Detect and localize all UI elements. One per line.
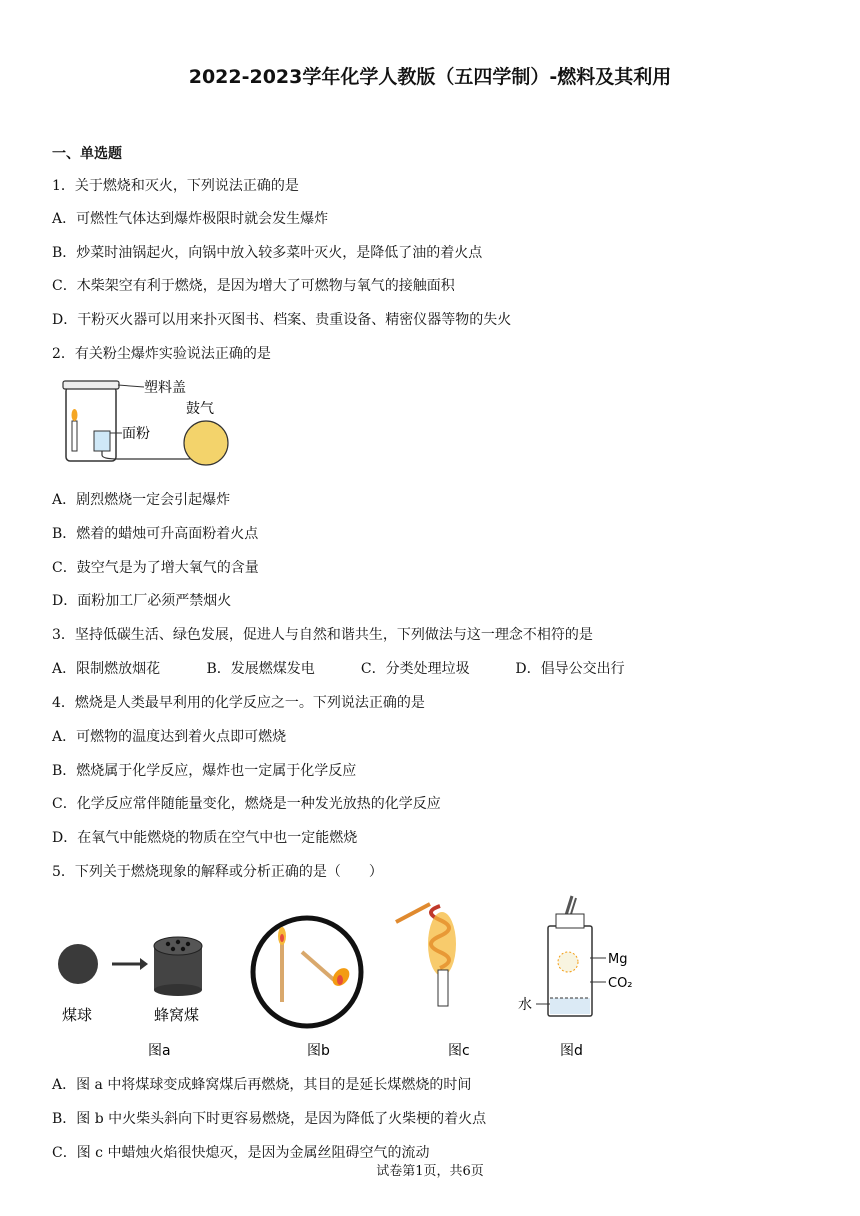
- q2-option-b: B．燃着的蜡烛可升高面粉着火点: [52, 526, 259, 542]
- label-mg: Mg: [608, 952, 628, 967]
- fig-label-blow: 鼓气: [186, 401, 214, 417]
- q1-option-a: A．可燃性气体达到爆炸极限时就会发生爆炸: [52, 211, 329, 227]
- caption-b: 图b: [307, 1043, 330, 1059]
- q4-option-d: D．在氧气中能燃烧的物质在空气中也一定能燃烧: [52, 830, 358, 846]
- q3-option-b: B．发展燃煤发电: [206, 661, 315, 677]
- q3-option-c: C．分类处理垃圾: [360, 661, 470, 677]
- caption-c: 图c: [448, 1043, 470, 1059]
- q1-option-c: C．木柴架空有利于燃烧，是因为增大了可燃物与氧气的接触面积: [52, 278, 455, 294]
- q3-option-d: D．倡导公交出行: [515, 661, 625, 677]
- q1-stem: 1．关于燃烧和灭火，下列说法正确的是: [52, 178, 299, 194]
- q4-stem: 4．燃烧是人类最早利用的化学反应之一。下列说法正确的是: [52, 695, 425, 711]
- section-heading: 一、单选题: [52, 146, 122, 162]
- q2-option-c: C．鼓空气是为了增大氧气的含量: [52, 560, 259, 576]
- coal-ball-icon: [58, 944, 98, 984]
- q1-option-b: B．炒菜时油锅起火，向锅中放入较多菜叶灭火，是降低了油的着火点: [52, 245, 483, 261]
- label-co2: CO₂: [608, 976, 633, 991]
- q3-option-a: A．限制燃放烟花: [52, 661, 161, 677]
- label-honeycomb: 蜂窝煤: [154, 1006, 200, 1024]
- q2-stem: 2．有关粉尘爆炸实验说法正确的是: [52, 346, 271, 362]
- dust-explosion-figure: [58, 375, 248, 470]
- label-water: 水: [518, 997, 532, 1013]
- q4-option-b: B．燃烧属于化学反应，爆炸也一定属于化学反应: [52, 763, 357, 779]
- q4-option-a: A．可燃物的温度达到着火点即可燃烧: [52, 729, 287, 745]
- q5-option-b: B．图 b 中火柴头斜向下时更容易燃烧，是因为降低了火柴梗的着火点: [52, 1111, 487, 1127]
- q4-option-c: C．化学反应常伴随能量变化，燃烧是一种发光放热的化学反应: [52, 796, 441, 812]
- q5-option-a: A．图 a 中将煤球变成蜂窝煤后再燃烧，其目的是延长煤燃烧的时间: [52, 1077, 472, 1093]
- fig-label-flour: 面粉: [122, 426, 150, 442]
- fig-label-cover: 塑料盖: [144, 380, 186, 396]
- label-coal-ball: 煤球: [62, 1006, 93, 1024]
- page-title: 2022-2023学年化学人教版（五四学制）-燃料及其利用: [188, 66, 672, 88]
- q2-option-a: A．剧烈燃烧一定会引起爆炸: [52, 492, 231, 508]
- q5-option-c: C．图 c 中蜡烛火焰很快熄灭，是因为金属丝阻碍空气的流动: [52, 1145, 430, 1161]
- caption-a: 图a: [148, 1043, 171, 1059]
- page-footer: 试卷第1页，共6页: [376, 1164, 484, 1179]
- caption-d: 图d: [560, 1043, 583, 1059]
- q3-options: [52, 658, 625, 678]
- q3-stem: 3．坚持低碳生活、绿色发展，促进人与自然和谐共生，下列做法与这一理念不相符的是: [52, 627, 593, 643]
- q5-stem: 5．下列关于燃烧现象的解释或分析正确的是（ ）: [52, 864, 383, 880]
- q2-option-d: D．面粉加工厂必须严禁烟火: [52, 593, 232, 609]
- q1-option-d: D．干粉灭火器可以用来扑灭图书、档案、贵重设备、精密仪器等物的失火: [52, 312, 512, 328]
- combustion-figures: [50, 892, 670, 1062]
